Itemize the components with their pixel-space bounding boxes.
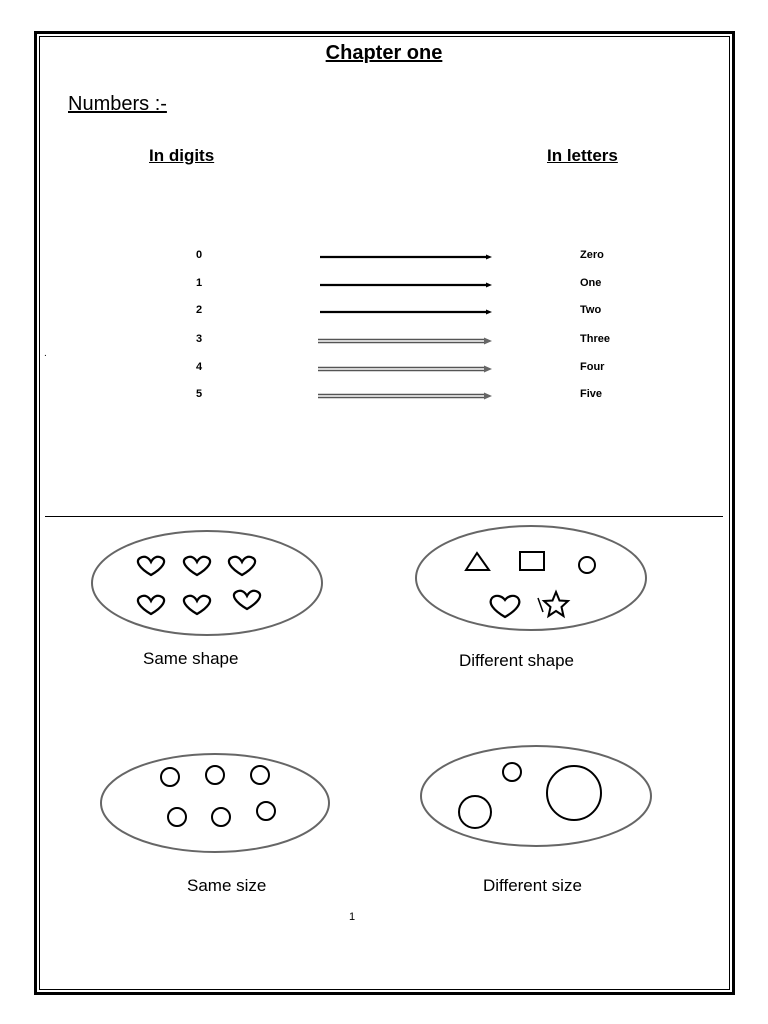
letters-column-heading: In letters bbox=[547, 146, 618, 165]
equal-circle bbox=[168, 808, 186, 826]
numbers-heading: Numbers :- bbox=[68, 93, 167, 115]
heart-shape bbox=[491, 596, 520, 617]
different-size-caption: Different size bbox=[483, 876, 582, 895]
equal-circle bbox=[212, 808, 230, 826]
equal-circle bbox=[206, 766, 224, 784]
triangle-shape bbox=[466, 553, 489, 570]
equal-circle bbox=[257, 802, 275, 820]
tiny-circle bbox=[503, 763, 521, 781]
large-circle bbox=[547, 766, 601, 820]
heart-icon bbox=[184, 596, 210, 614]
equal-circle bbox=[251, 766, 269, 784]
page-number: 1 bbox=[349, 911, 356, 923]
number-word: Five bbox=[580, 388, 603, 400]
digits-column-heading: In digits bbox=[149, 146, 215, 165]
number-word: Two bbox=[580, 304, 602, 316]
same-size-caption: Same size bbox=[187, 876, 267, 895]
number-word: Zero bbox=[580, 249, 604, 261]
digit-label: 3 bbox=[196, 333, 203, 345]
different-shape-caption: Different shape bbox=[459, 651, 574, 670]
star-shape bbox=[544, 592, 568, 616]
same-shape-hearts bbox=[138, 557, 260, 614]
digit-label: 4 bbox=[196, 361, 203, 373]
heart-icon bbox=[138, 596, 164, 614]
heart-icon bbox=[229, 557, 255, 575]
small-circle-shape bbox=[579, 557, 595, 573]
heart-icon bbox=[184, 557, 210, 575]
same-shape-set-ellipse bbox=[92, 531, 322, 635]
different-shape-set-ellipse bbox=[416, 526, 646, 630]
different-size-set-ellipse bbox=[421, 746, 651, 846]
digit-label: 5 bbox=[196, 388, 203, 400]
square-shape bbox=[520, 552, 544, 570]
medium-circle bbox=[459, 796, 491, 828]
same-size-set-ellipse bbox=[101, 754, 329, 852]
number-word: One bbox=[580, 277, 602, 289]
backslash-mark bbox=[538, 598, 543, 612]
same-shape-caption: Same shape bbox=[143, 649, 239, 668]
chapter-title: Chapter one bbox=[325, 42, 443, 64]
equal-circle bbox=[161, 768, 179, 786]
digit-label: 0 bbox=[196, 249, 203, 261]
stray-mark: . bbox=[44, 348, 47, 359]
heart-icon bbox=[234, 591, 260, 609]
number-word: Four bbox=[580, 361, 605, 373]
digit-label: 2 bbox=[196, 304, 203, 316]
heart-icon bbox=[138, 557, 164, 575]
number-word: Three bbox=[580, 333, 610, 345]
digit-label: 1 bbox=[196, 277, 203, 289]
